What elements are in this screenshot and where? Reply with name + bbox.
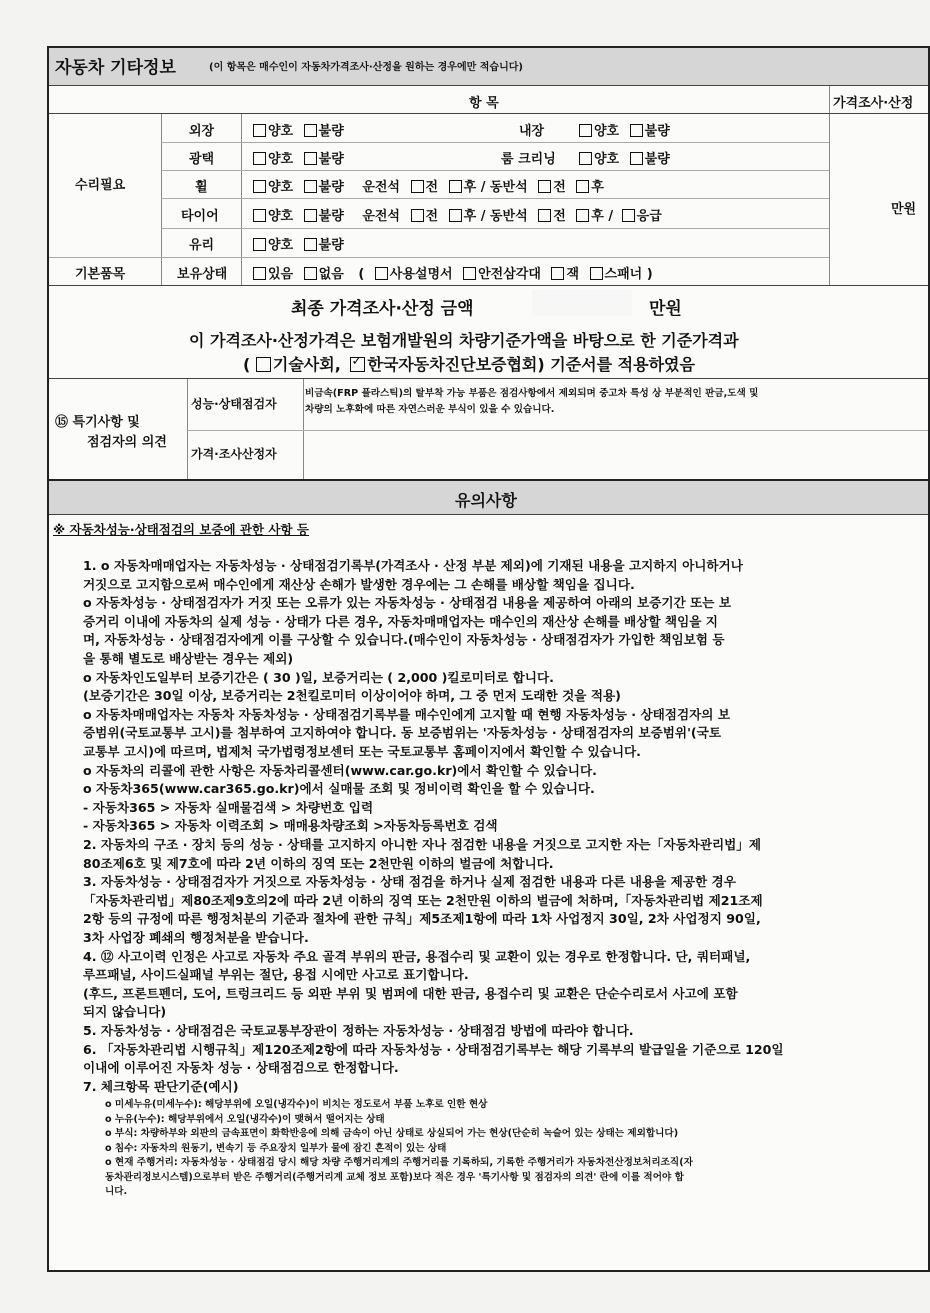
bad-label: 불량 — [318, 152, 344, 167]
notice-line: o 자동차365(www.car365.go.kr)에서 실매물 조회 및 정비이력 확인을 할 수 있습니다. — [83, 781, 595, 797]
glass-bad-checkbox[interactable] — [304, 238, 317, 251]
final-amount-field[interactable] — [532, 290, 632, 316]
exterior-good-checkbox[interactable] — [253, 124, 266, 137]
roomclean-options — [579, 148, 670, 167]
notice-line: 80조제6호 및 제7호에 따라 2년 이하의 징역 또는 2천만원 이하의 벌금에 처합니다. — [83, 855, 554, 871]
triangle-label: 안전삼각대 — [478, 267, 541, 282]
front-label: 전 — [553, 209, 566, 224]
notice-line: 이내에 이루어진 자동차 성능 · 상태점검으로 한정합니다. — [83, 1060, 399, 1076]
wheel-passenger-rear-checkbox[interactable] — [576, 180, 589, 193]
notice-line: 6. 「자동차관리법 시행규칙」제120조제2항에 따라 자동차성능 · 상태점검기록부는 해당 기록부의 발급일을 기준으로 120일 — [83, 1041, 784, 1057]
notice-line: 루프패널, 사이드실패널 부위는 절단, 용접 시에만 사고로 표기합니다. — [83, 967, 469, 983]
notice-line: - 자동차365 > 자동차 이력조회 > 매매용차량조회 >자동차등록번호 검색 — [83, 818, 498, 834]
front-label: 전 — [553, 180, 566, 195]
rear-label: 후 / — [591, 209, 614, 224]
notice-line: 7. 체크항목 판단기준(예시) — [83, 1078, 239, 1094]
kadia-checkbox[interactable] — [350, 357, 365, 372]
notice-line: 4. ⑫ 사고이력 인정은 사고로 자동차 주요 골격 부위의 판금, 용접수리 및 교환이 있는 경우로 한정합니다. 단, 쿼터패널, — [83, 948, 751, 964]
criteria-line: o 현재 주행거리: 자동차성능 · 상태점검 당시 해당 차량 주행거리계의 주행거리를 기록하되, 기록한 주행거리가 자동차전산정보처리조직(자 — [105, 1157, 693, 1169]
inspector-note-line1: 비금속(FRP 플라스틱)의 탈부착 가능 부품은 점검사항에서 제외되며 중고차 특성 상 부분적인 판금,도색 및 — [305, 388, 759, 399]
final-amount-unit: 만원 — [649, 299, 682, 319]
criteria-line: o 미세누유(미세누수): 해당부위에 오일(냉각수)이 비치는 정도로서 부품 노후로 인한 현상 — [105, 1099, 488, 1111]
notice-line: (보증기간은 30일 이상, 보증거리는 2천킬로미터 이상이어야 하며, 그 중 먼저 도래한 것을 적용) — [83, 688, 621, 704]
repair-block — [49, 114, 928, 286]
row-interior: 내장 — [519, 124, 545, 139]
paren-open: ( — [358, 267, 365, 282]
notice-line: o 자동차인도일부터 보증기간은 ( 30 )일, 보증거리는 ( 2,000 )킬로미터로 합니다. — [83, 669, 554, 685]
possession-have-checkbox[interactable] — [253, 267, 266, 280]
notice-line: 3차 사업장 폐쇄의 행정처분을 받습니다. — [83, 930, 309, 945]
document-sheet — [47, 46, 930, 1272]
good-label: 양호 — [594, 152, 620, 167]
section-header — [49, 48, 928, 86]
notice-line: 증범위(국토교통부 고시)를 첨부하여 고지하여야 합니다. 동 보증범위는 '자동차성능 · 상태점검자의 보증범위'(국토 — [83, 725, 722, 741]
bad-label: 불량 — [318, 209, 344, 224]
tire-passenger-rear-checkbox[interactable] — [576, 209, 589, 222]
roomclean-good-checkbox[interactable] — [579, 152, 592, 165]
price-column-header: 가격조사·산정 — [833, 96, 914, 111]
notice-line: 3. 자동차성능 · 상태점검자가 거짓으로 자동차성능 · 상태 점검을 하거나 실제 점검한 내용과 다른 내용을 제공한 경우 — [83, 874, 736, 890]
wheel-driver-rear-checkbox[interactable] — [449, 180, 462, 193]
notice-line: o 자동차매매업자는 자동차 자동차성능 · 상태점검기록부를 매수인에게 고지할 때 현행 자동차성능 · 상태점검자의 보 — [83, 706, 730, 722]
tire-bad-checkbox[interactable] — [304, 209, 317, 222]
interior-bad-checkbox[interactable] — [630, 124, 643, 137]
inspector-note-line2: 차량의 노후화에 따른 자연스러운 부식이 있을 수 있습니다. — [305, 404, 555, 415]
gloss-options — [253, 148, 344, 167]
manual-label: 사용설명서 — [389, 267, 453, 282]
front-label: 전 — [425, 180, 439, 195]
driver-label: 운전석 — [362, 180, 400, 195]
bad-label: 불량 — [318, 180, 344, 195]
appraiser-opinion-field[interactable] — [307, 433, 924, 477]
criteria-line: o 누유(누수): 해당부위에서 오일(냉각수)이 맺혀서 떨어지는 상태 — [105, 1113, 385, 1125]
notice-subtitle: ※ 자동차성능·상태점검의 보증에 관한 사항 등 — [53, 522, 310, 537]
good-label: 양호 — [268, 152, 294, 167]
notice-line: 증거리 이내에 자동차의 실제 성능 · 상태가 다른 경우, 자동차매매업자는 매수인의 재산상 손해를 배상할 책임을 지 — [83, 613, 718, 629]
notice-body — [49, 515, 928, 1270]
notice-line: 「자동차관리법」제80조제9호의2에 따라 2년 이하의 징역 또는 2천만원 이하의 벌금에 처하며,「자동차관리법 제21조제 — [83, 892, 763, 908]
good-label: 양호 — [268, 180, 294, 195]
spanner-checkbox[interactable] — [590, 267, 603, 280]
tire-good-checkbox[interactable] — [253, 209, 266, 222]
row-tire: 타이어 — [181, 209, 219, 224]
appraiser-label: 가격·조사산정자 — [191, 447, 277, 461]
paren-open: ( — [243, 355, 251, 374]
rear-passenger-label: 후 / 동반석 — [463, 209, 528, 224]
triangle-checkbox[interactable] — [463, 267, 476, 280]
good-label: 양호 — [268, 124, 294, 139]
engineer-society-checkbox[interactable] — [256, 357, 271, 372]
notice-line: 2. 자동차의 구조 · 장치 등의 성능 · 상태를 고지하지 아니한 자나 점검한 내용을 거짓으로 고지한 자는「자동차관리법」제 — [83, 837, 762, 852]
basis-line2 — [243, 352, 695, 375]
notice-title: 유의사항 — [455, 491, 517, 510]
notice-line: 5. 자동차성능 · 상태점검은 국토교통부장관이 정하는 자동차성능 · 상태점검 방법에 따라야 합니다. — [83, 1023, 634, 1038]
special-notes-block — [49, 379, 928, 481]
item-column-header: 항 목 — [469, 96, 499, 111]
wheel-driver-front-checkbox[interactable] — [411, 180, 424, 193]
notice-header — [49, 481, 928, 515]
basic-items-label: 기본품목 — [75, 267, 126, 282]
special-notes-label1: ⑮ 특기사항 및 — [55, 415, 140, 430]
notice-line: o 자동차의 리콜에 관한 사항은 자동차리콜센터(www.car.go.kr)에서 확인할 수 있습니다. — [83, 762, 597, 778]
engineer-society-label: 기술사회, — [272, 355, 341, 374]
bad-label: 불량 — [318, 124, 344, 139]
rear-label: 후 — [591, 180, 604, 195]
criteria-line: o 부식: 차량하부와 외판의 금속표면이 화학반응에 의해 금속이 아닌 상태로 상실되어 가는 현상(단순히 녹슬어 있는 상태는 제외합니다) — [105, 1128, 679, 1140]
notice-line: 거짓으로 고지함으로써 매수인에게 재산상 손해가 발생한 경우에는 그 손해를 배상할 책임을 집니다. — [83, 576, 635, 592]
wheel-good-checkbox[interactable] — [253, 180, 266, 193]
tire-options — [253, 205, 662, 224]
glass-good-checkbox[interactable] — [253, 238, 266, 251]
section-note: (이 항목은 매수인이 자동차가격조사·산정을 원하는 경우에만 적습니다) — [209, 62, 523, 73]
notice-line: - 자동차365 > 자동차 실매물검색 > 차량번호 입력 — [83, 799, 374, 815]
row-wheel: 휠 — [195, 180, 208, 195]
kadia-label: 한국자동차진단보증협회) 기준서를 적용하였음 — [367, 355, 695, 374]
roomclean-bad-checkbox[interactable] — [630, 152, 643, 165]
final-amount-block — [49, 286, 928, 379]
glass-options — [253, 234, 344, 253]
criteria-line: 니다. — [105, 1186, 128, 1198]
notice-line: 며, 자동차성능 · 상태점검자에게 이를 구상할 수 있습니다.(매수인이 자동차성능 · 상태점검자가 가입한 책임보험 등 — [83, 632, 725, 648]
have-label: 있음 — [268, 267, 294, 282]
wheel-options — [253, 176, 604, 195]
driver-label: 운전석 — [362, 209, 400, 224]
row-possession: 보유상태 — [177, 267, 228, 282]
section-title: 자동차 기타정보 — [55, 58, 176, 78]
jack-label: 잭 — [566, 267, 580, 282]
wheel-passenger-front-checkbox[interactable] — [538, 180, 551, 193]
row-exterior: 외장 — [189, 124, 215, 139]
possession-none-checkbox[interactable] — [304, 267, 317, 280]
notice-line: 교통부 고시)에 따르며, 법제처 국가법령정보센터 또는 국토교통부 홈페이지에서 확인할 수 있습니다. — [83, 744, 641, 759]
special-notes-label2: 점검자의 의견 — [87, 435, 167, 450]
none-label: 없음 — [318, 267, 344, 282]
row-roomclean: 룸 크리닝 — [501, 152, 556, 167]
wheel-bad-checkbox[interactable] — [304, 180, 317, 193]
final-amount-label: 최종 가격조사·산정 금액 — [291, 299, 474, 319]
notice-line: 을 통해 별도로 배상받는 경우는 제외) — [83, 651, 294, 666]
jack-checkbox[interactable] — [551, 267, 564, 280]
front-label: 전 — [425, 209, 439, 224]
bad-label: 불량 — [644, 152, 670, 167]
criteria-line: 동차관리정보시스템)으로부터 받은 주행거리(주행거리계 교체 정보 포함)보다 적은 경우 '특기사항 및 점검자의 의견' 란에 이를 적어야 합 — [105, 1171, 684, 1183]
bad-label: 불량 — [318, 238, 344, 253]
tire-passenger-front-checkbox[interactable] — [538, 209, 551, 222]
inspector-label: 성능·상태점검자 — [191, 397, 277, 411]
table-header-row — [49, 86, 928, 114]
criteria-line: o 침수: 자동차의 원동기, 변속기 등 주요장치 일부가 물에 잠긴 흔적이 있는 상태 — [105, 1142, 447, 1154]
spanner-label: 스패너 ) — [604, 267, 653, 282]
bad-label: 불량 — [644, 124, 670, 139]
possession-options — [253, 263, 653, 282]
notice-line: 2항 등의 규정에 따른 행정처분의 기준과 절차에 관한 규칙」제5조제1항에 따라 1차 사업정지 30일, 2차 사업정지 90일, — [83, 911, 761, 927]
row-gloss: 광택 — [189, 152, 215, 167]
repair-label: 수리필요 — [75, 178, 126, 193]
interior-options — [579, 120, 670, 139]
tire-driver-rear-checkbox[interactable] — [449, 209, 462, 222]
gloss-good-checkbox[interactable] — [253, 152, 266, 165]
good-label: 양호 — [268, 238, 294, 253]
gloss-bad-checkbox[interactable] — [304, 152, 317, 165]
emergency-label: 응급 — [636, 209, 662, 224]
basis-line1: 이 가격조사·산정가격은 보험개발원의 차량기준가액을 바탕으로 한 기준가격과 — [189, 331, 739, 350]
good-label: 양호 — [594, 124, 620, 139]
good-label: 양호 — [268, 209, 294, 224]
price-unit: 만원 — [891, 202, 917, 217]
tire-emergency-checkbox[interactable] — [622, 209, 635, 222]
manual-checkbox[interactable] — [375, 267, 388, 280]
notice-line: 1. o 자동차매매업자는 자동차성능 · 상태점검기록부(가격조사 · 산정 부분 제외)에 기재된 내용을 고지하지 아니하거나 — [83, 558, 743, 573]
interior-good-checkbox[interactable] — [579, 124, 592, 137]
row-glass: 유리 — [189, 238, 215, 253]
notice-line: (후드, 프론트펜더, 도어, 트렁크리드 등 외판 부위 및 범퍼에 대한 판금, 용접수리 및 교환은 단순수리로서 사고에 포함 — [83, 985, 738, 1001]
exterior-options — [253, 120, 344, 139]
exterior-bad-checkbox[interactable] — [304, 124, 317, 137]
notice-line: 되지 않습니다) — [83, 1004, 167, 1020]
rear-passenger-label: 후 / 동반석 — [463, 180, 528, 195]
tire-driver-front-checkbox[interactable] — [411, 209, 424, 222]
notice-line: o 자동차성능 · 상태점검자가 거짓 또는 오류가 있는 자동차성능 · 상태점검 내용을 제공하여 아래의 보증기간 또는 보 — [83, 595, 731, 611]
